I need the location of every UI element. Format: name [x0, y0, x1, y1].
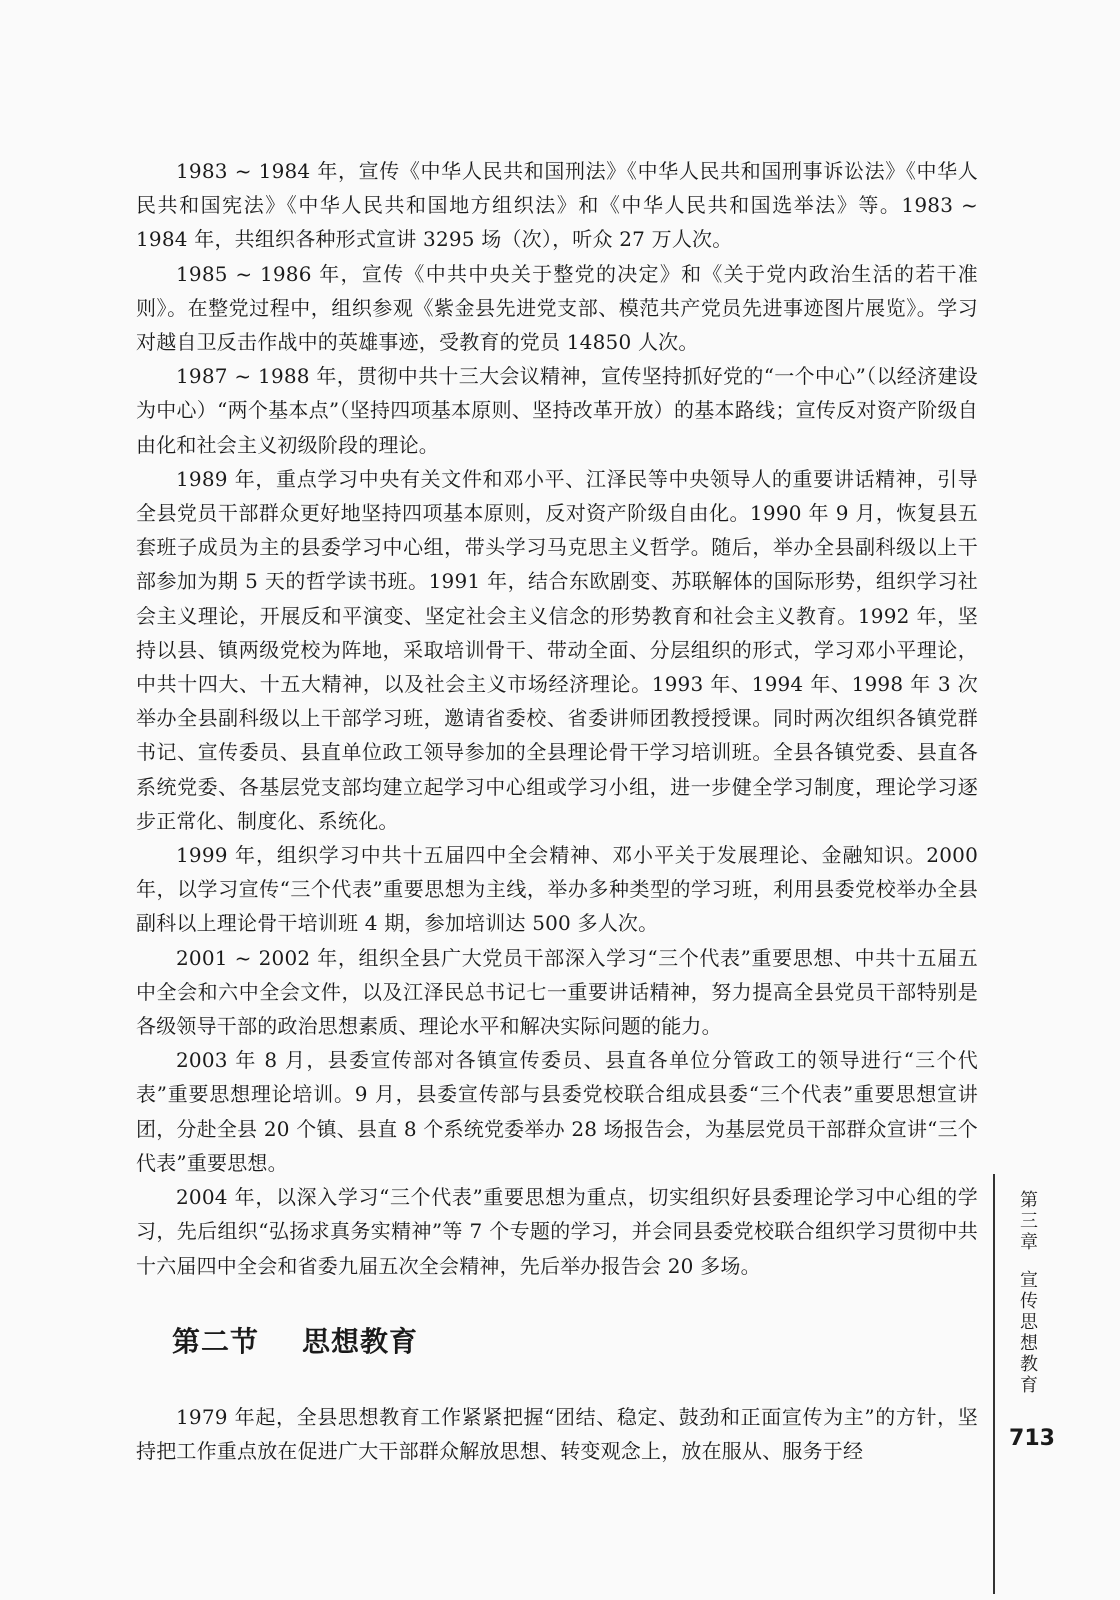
paragraph-1979: 1979 年起，全县思想教育工作紧紧把握“团结、稳定、鼓劲和正面宣传为主”的方针，坚持把工作重点放在促进广大干部群众解放思想、转变观念上，放在服从、服务于经	[136, 1405, 978, 1464]
body-text	[136, 154, 978, 1283]
paragraph-1989: 1989 年，重点学习中央有关文件和邓小平、江泽民等中央领导人的重要讲话精神，引导全县党员干部群众更好地坚持四项基本原则，反对资产阶级自由化。1990 年 9 月，恢复县五套班子成员为主的县委学习中心组，带头学习马克思主义哲学。随后，举办全县副科级以上干部参加为期 5 天的哲学读书班。1991 年，结合东欧剧变、苏联解体的国际形势，组织学习社会主义理论，开展反和平演变、坚定社会主义信念的形势教育和社会主义教育。1992 年，坚持以县、镇两级党校为阵地，采取培训骨干、带动全面、分层组织的形式，学习邓小平理论，中共十四大、十五大精神，以及社会主义市场经济理论。1993 年、1994 年、1998 年 3 次举办全县副科级以上干部学习班，邀请省委校、省委讲师团教授授课。同时两次组织各镇党群书记、宣传委员、县直单位政工领导参加的全县理论骨干学习培训班。全县各镇党委、县直各系统党委、各基层党支部均建立起学习中心组或学习小组，进一步健全学习制度，理论学习逐步正常化、制度化、系统化。	[136, 466, 978, 833]
paragraph-1985-1986: 1985 ~ 1986 年，宣传《中共中央关于整党的决定》和《关于党内政治生活的若干准则》。在整党过程中，组织参观《紫金县先进党支部、模范共产党员先进事迹图片展览》。学习对越自卫反击作战中的英雄事迹，受教育的党员 14850 人次。	[136, 261, 978, 355]
paragraph-2004: 2004 年，以深入学习“三个代表”重要思想为重点，切实组织好县委理论学习中心组的学习，先后组织“弘扬求真务实精神”等 7 个专题的学习，并会同县委党校联合组织学习贯彻中共十六届四中全会和省委九届五次全会精神，先后举办报告会 20 多场。	[136, 1185, 978, 1278]
paragraph-2001-2002: 2001 ~ 2002 年，组织全县广大党员干部深入学习“三个代表”重要思想、中共十五届五中全会和六中全会文件，以及江泽民总书记七一重要讲话精神，努力提高全县党员干部特别是各级领导干部的政治思想素质、理论水平和解决实际问题的能力。	[136, 945, 978, 1039]
margin-divider	[993, 1174, 995, 1594]
chapter-title: 宣传思想教育	[1017, 1270, 1038, 1396]
section-body	[136, 1400, 978, 1468]
chapter-label: 第三章	[1017, 1190, 1038, 1253]
paragraph-1987-1988: 1987 ~ 1988 年，贯彻中共十三大会议精神，宣传坚持抓好党的“一个中心”（以经济建设为中心）“两个基本点”（坚持四项基本原则、坚持改革开放）的基本路线；宣传反对资产阶级自由化和社会主义初级阶段的理论。	[136, 364, 978, 457]
paragraph-2003: 2003 年 8 月，县委宣传部对各镇宣传委员、县直各单位分管政工的领导进行“三个代表”重要思想理论培训。9 月，县委宣传部与县委党校联合组成县委“三个代表”重要思想宣讲团，分赴全县 20 个镇、县直 8 个系统党委举办 28 场报告会，为基层党员干部群众宣讲“三个代表”重要思想。	[136, 1048, 978, 1175]
paragraph-1999: 1999 年，组织学习中共十五届四中全会精神、邓小平关于发展理论、金融知识。2000 年，以学习宣传“三个代表”重要思想为主线，举办多种类型的学习班，利用县委党校举办全县副科以上理论骨干培训班 4 期，参加培训达 500 多人次。	[136, 843, 978, 936]
section-heading: 第二节 思想教育	[172, 1325, 418, 1358]
paragraph-1983-1984: 1983 ~ 1984 年，宣传《中华人民共和国刑法》《中华人民共和国刑事诉讼法》《中华人民共和国宪法》《中华人民共和国地方组织法》和《中华人民共和国选举法》等。1983 ~ 1984 年，共组织各种形式宣讲 3295 场（次），听众 27 万人次。	[136, 159, 978, 252]
page-number: 713	[1009, 1426, 1055, 1451]
